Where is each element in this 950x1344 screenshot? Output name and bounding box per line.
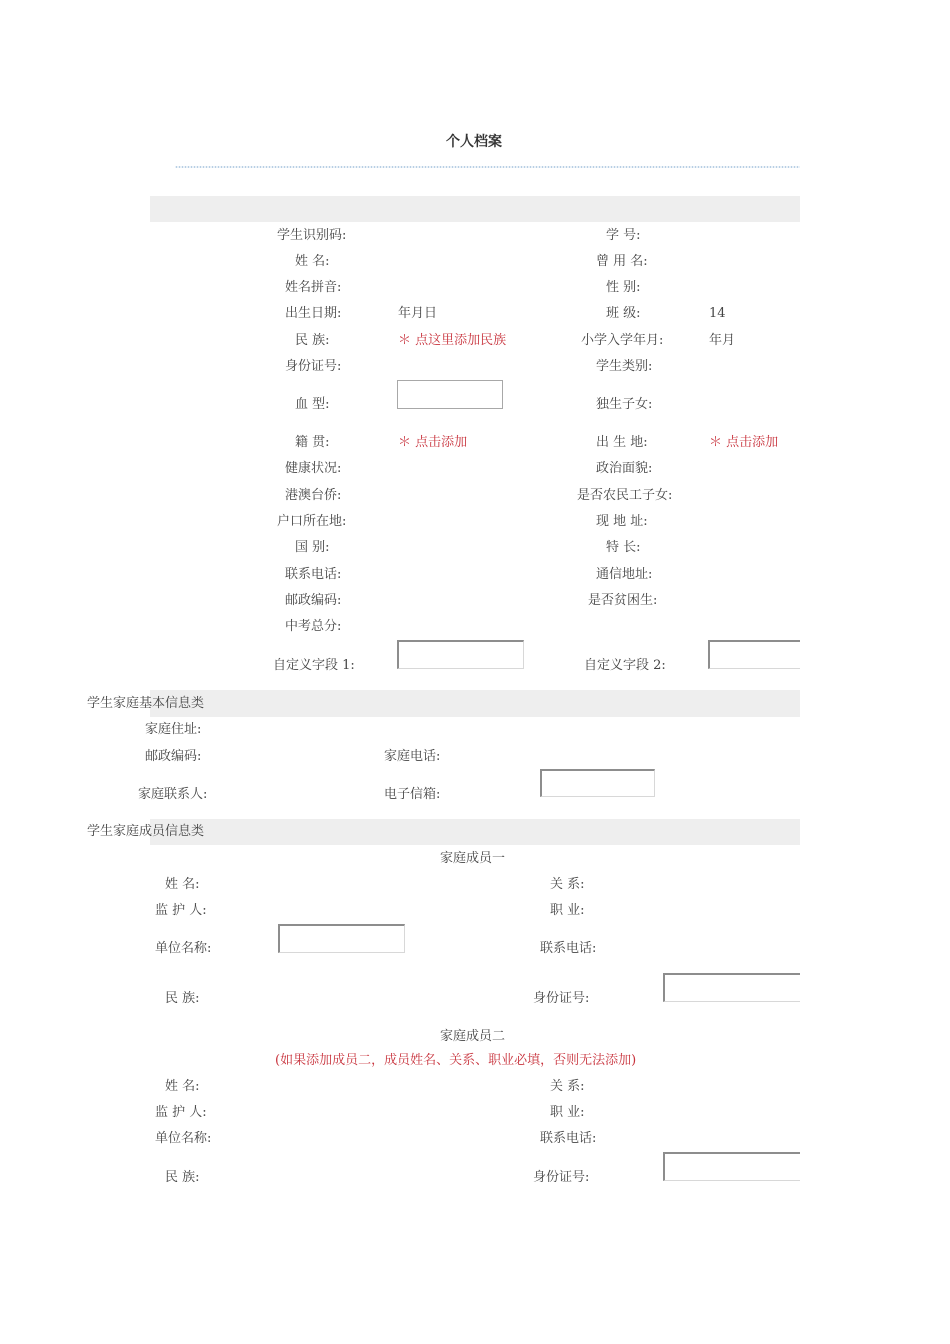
label-home-phone: 家庭电话: (384, 749, 441, 764)
label-former-name: 曾 用 名: (596, 254, 648, 269)
birth-date-value: 年月日 (398, 306, 438, 321)
family-members-header-bar (150, 819, 800, 845)
member1-label-occupation: 职 业: (550, 903, 585, 918)
label-blood-type: 血 型: (295, 397, 330, 412)
label-name: 姓 名: (295, 254, 330, 269)
section-header-bar (150, 196, 800, 222)
blood-type-input[interactable] (397, 380, 503, 409)
label-exam-total: 中考总分: (285, 619, 342, 634)
member1-label-id-number: 身份证号: (533, 991, 590, 1006)
title-divider (175, 166, 800, 168)
label-gender: 性 别: (606, 280, 641, 295)
label-class: 班 级: (606, 306, 641, 321)
label-student-id-code: 学生识别码: (277, 228, 347, 243)
member2-required-note: (如果添加成员二，成员姓名、关系、职业必填，否则无法添加) (275, 1053, 637, 1068)
member2-label-id-number: 身份证号: (533, 1170, 590, 1185)
member2-label-ethnicity: 民 族: (165, 1170, 200, 1185)
member2-label-relation: 关 系: (550, 1079, 585, 1094)
label-custom-field-2: 自定义字段 2: (584, 658, 666, 673)
label-student-no: 学 号: (606, 228, 641, 243)
add-native-place-link[interactable]: ＊ 点击添加 (398, 435, 468, 450)
label-name-pinyin: 姓名拼音: (285, 280, 342, 295)
family-members-header: 学生家庭成员信息类 (87, 824, 205, 839)
member1-label-relation: 关 系: (550, 877, 585, 892)
label-family-postcode: 邮政编码: (145, 749, 202, 764)
page-title: 个人档案 (446, 134, 502, 150)
member2-id-number-input[interactable] (663, 1152, 800, 1181)
label-hk-macao-tw: 港澳台侨: (285, 488, 342, 503)
label-only-child: 独生子女: (596, 397, 653, 412)
label-birthplace: 出 生 地: (596, 435, 648, 450)
member1-title: 家庭成员一 (440, 851, 506, 866)
email-input[interactable] (540, 769, 655, 797)
member1-label-employer: 单位名称: (155, 941, 212, 956)
label-custom-field-1: 自定义字段 1: (273, 658, 355, 673)
member1-label-name: 姓 名: (165, 877, 200, 892)
family-basic-header-bar (150, 690, 800, 717)
label-primary-entry: 小学入学年月: (581, 333, 664, 348)
custom-field-1-input[interactable] (397, 640, 524, 669)
member2-label-guardian: 监 护 人: (155, 1105, 207, 1120)
class-value: 14 (709, 306, 726, 321)
add-birthplace-link[interactable]: ＊ 点击添加 (709, 435, 779, 450)
label-home-address: 家庭住址: (145, 722, 202, 737)
member2-label-occupation: 职 业: (550, 1105, 585, 1120)
label-birth-date: 出生日期: (285, 306, 342, 321)
label-political: 政治面貌: (596, 461, 653, 476)
member1-label-phone: 联系电话: (540, 941, 597, 956)
label-native-place: 籍 贯: (295, 435, 330, 450)
member1-label-ethnicity: 民 族: (165, 991, 200, 1006)
label-ethnicity: 民 族: (295, 333, 330, 348)
label-hukou: 户口所在地: (277, 514, 347, 529)
label-family-contact: 家庭联系人: (138, 787, 208, 802)
label-id-number: 身份证号: (285, 359, 342, 374)
label-current-address: 现 地 址: (596, 514, 648, 529)
member2-label-employer: 单位名称: (155, 1131, 212, 1146)
label-poverty: 是否贫困生: (588, 593, 658, 608)
member1-id-number-input[interactable] (663, 973, 800, 1002)
member2-label-name: 姓 名: (165, 1079, 200, 1094)
label-postcode: 邮政编码: (285, 593, 342, 608)
add-ethnicity-link[interactable]: ＊ 点这里添加民族 (398, 333, 507, 348)
label-specialty: 特 长: (606, 540, 641, 555)
label-nationality: 国 别: (295, 540, 330, 555)
member1-label-guardian: 监 护 人: (155, 903, 207, 918)
custom-field-2-input[interactable] (708, 640, 800, 669)
label-student-type: 学生类别: (596, 359, 653, 374)
member2-label-phone: 联系电话: (540, 1131, 597, 1146)
family-basic-header: 学生家庭基本信息类 (87, 696, 205, 711)
primary-entry-value: 年月 (709, 333, 736, 348)
label-email: 电子信箱: (384, 787, 441, 802)
label-health: 健康状况: (285, 461, 342, 476)
label-migrant-child: 是否农民工子女: (577, 488, 673, 503)
label-mailing-address: 通信地址: (596, 567, 653, 582)
member2-title: 家庭成员二 (440, 1029, 506, 1044)
member1-employer-input[interactable] (278, 924, 405, 953)
label-phone: 联系电话: (285, 567, 342, 582)
